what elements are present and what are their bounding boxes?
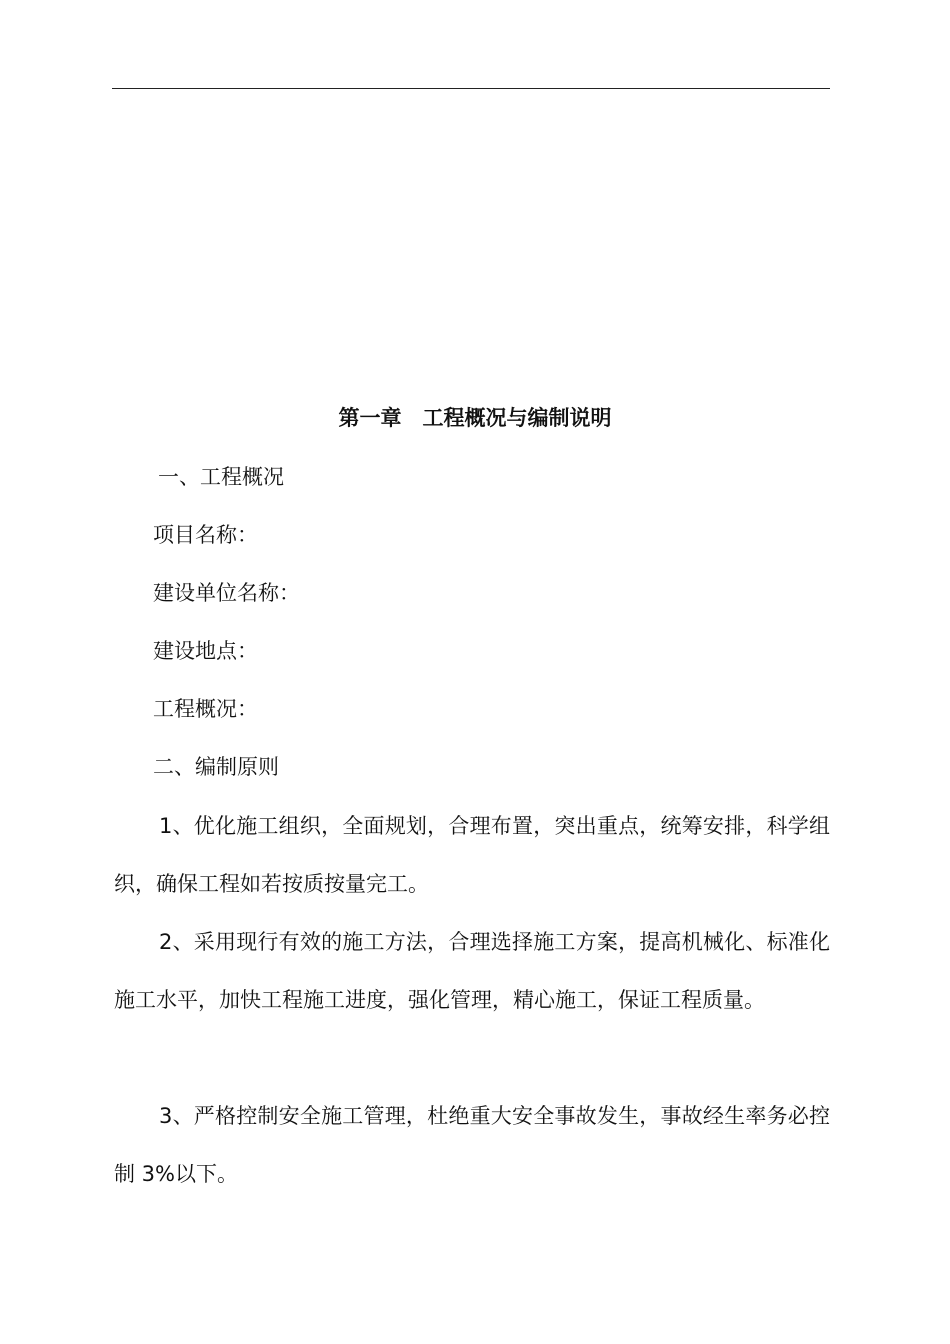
field-client-name: 建设单位名称： [153, 581, 300, 605]
principle-1: 1、优化施工组织，全面规划，合理布置，突出重点，统筹安排，科学组织，确保工程如若按质按量完工。 [114, 814, 830, 896]
section1-heading: 一、工程概况 [158, 465, 284, 489]
principle-2: 2、采用现行有效的施工方法，合理选择施工方案，提高机械化、标准化施工水平，加快工程施工进度，强化管理，精心施工，保证工程质量。 [114, 930, 830, 1012]
principle-3: 3、严格控制安全施工管理，杜绝重大安全事故发生，事故经生率务必控制 3%以下。 [114, 1104, 830, 1186]
header-rule [112, 88, 830, 89]
field-location: 建设地点： [153, 639, 258, 663]
section2-heading: 二、编制原则 [153, 755, 279, 779]
chapter-title: 第一章 工程概况与编制说明 [338, 406, 612, 430]
field-overview: 工程概况： [153, 697, 258, 721]
field-project-name: 项目名称： [153, 523, 258, 547]
